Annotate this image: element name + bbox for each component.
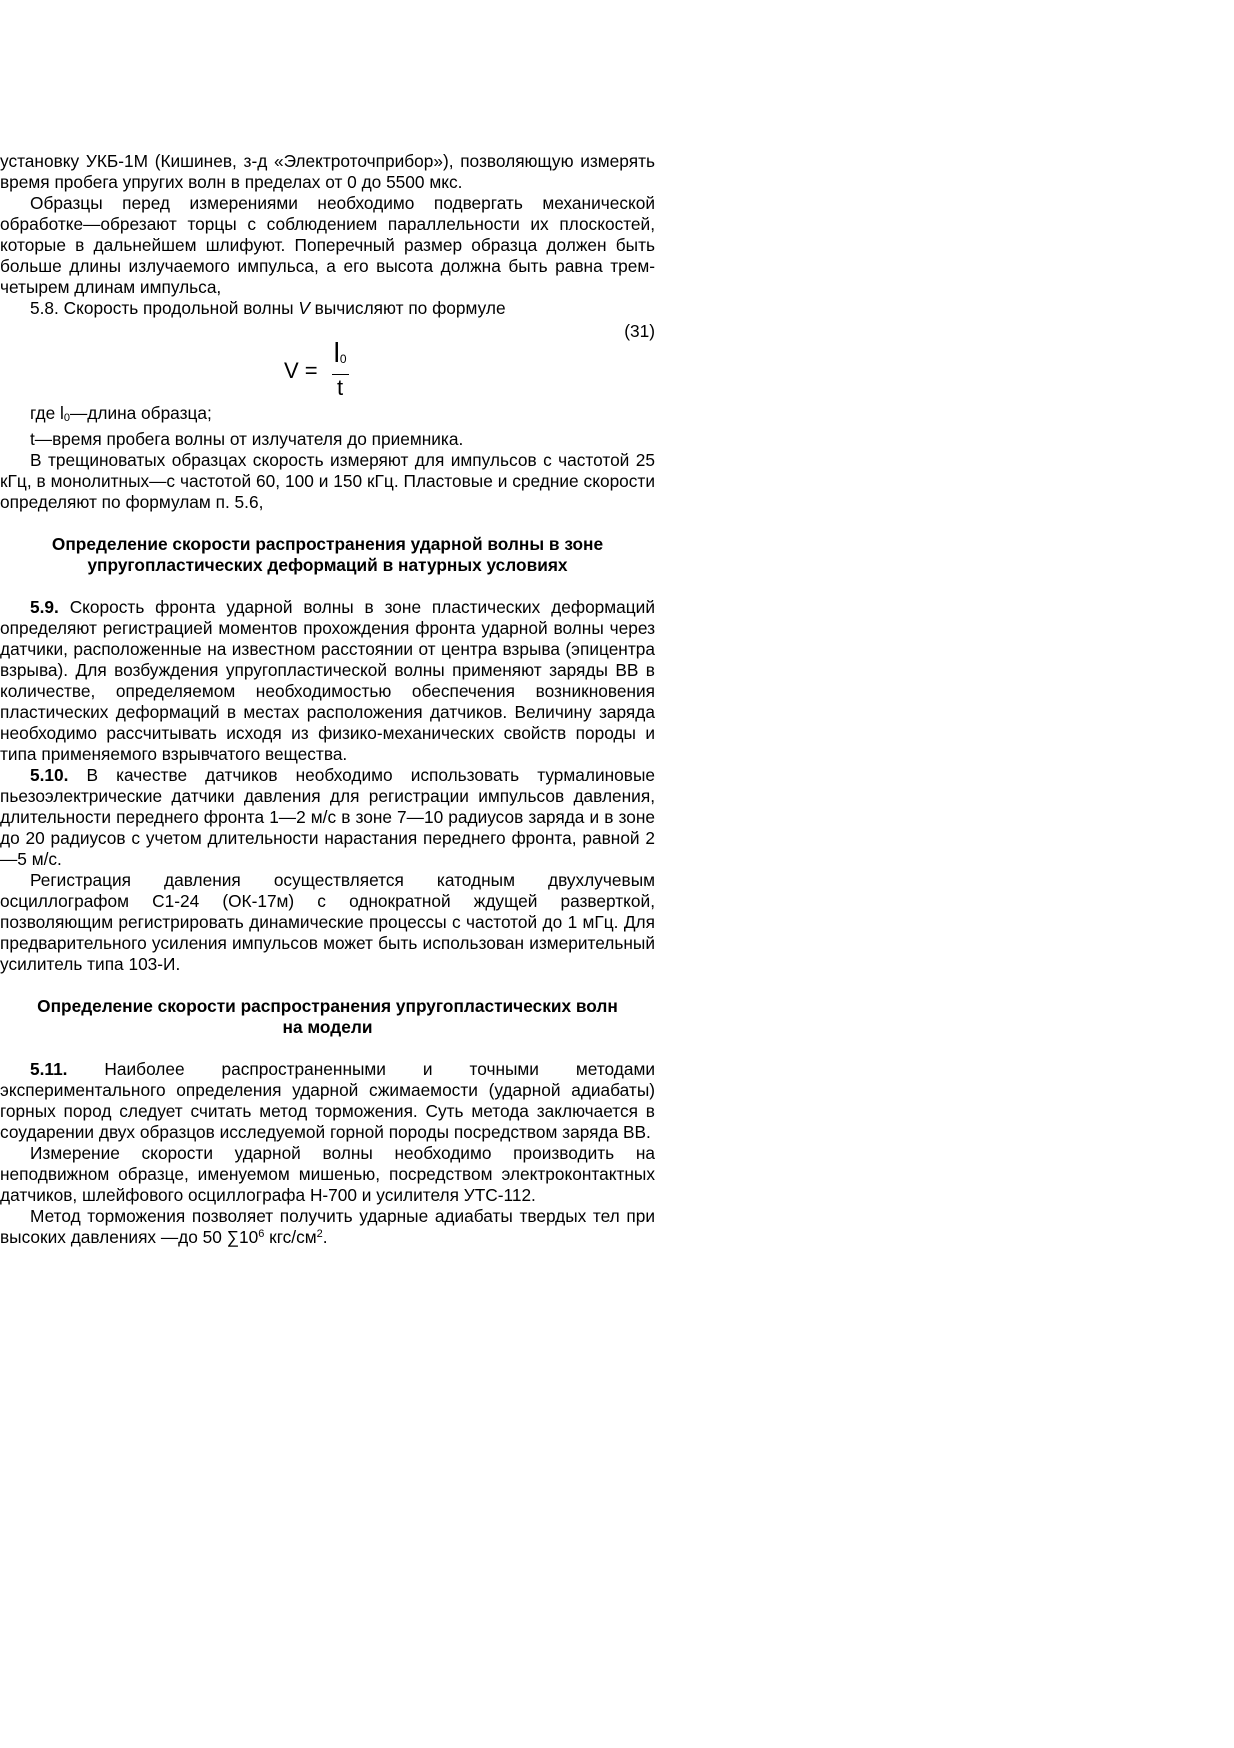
paragraph-5-9	[0, 597, 655, 765]
clause-number-5-9: 5.9.	[30, 597, 59, 617]
paragraph-intro: установку УКБ-1М (Кишинев, з-д «Электроточприбор»), позволяющую измерять время пробега упругих волн в пределах от 0 до 5500 мкс.	[0, 151, 655, 192]
variable-v: V	[298, 298, 310, 318]
exponent-2: 2	[316, 1228, 323, 1240]
paragraph-braking	[0, 1206, 655, 1248]
formula-lhs: V =	[284, 357, 318, 383]
where-t: t—время пробега волны от излучателя до приемника.	[30, 429, 464, 449]
paragraph-5-8-before: 5.8. Скорость продольной волны	[30, 298, 299, 318]
numerator-subscript: 0	[339, 352, 347, 366]
exponent-6: 6	[258, 1228, 265, 1240]
where-l0-subscript: 0	[63, 412, 70, 424]
spacer	[0, 1038, 655, 1059]
paragraph-5-11	[0, 1059, 655, 1143]
document-page	[0, 151, 655, 1248]
paragraph-5-9-text: Скорость фронта ударной волны в зоне пластических деформаций определяют регистрацией моментов прохождения фронта ударной волны через датчики, расположенные на известном расстоянии от центра взрыва (эпицентра взрыва). Для возбуждения упругопластической волны применяют заряды ВВ в количестве, определяемом необходимостью обеспечения возникновения пластических деформаций в местах расположения датчиков. Величину заряда необходимо рассчитывать исходя из физико-механических свойств породы и типа применяемого взрывчатого вещества.	[0, 597, 655, 764]
paragraph-samples: Образцы перед измерениями необходимо подвергать механической обработке—обрезают торцы с соблюдением параллельности их плоскостей, которые в дальнейшем шлифуют. Поперечный размер образца должен быть больше длины излучаемого импульса, а его высота должна быть равна трем-четырем длинам импульса,	[0, 193, 655, 297]
numerator-symbol: l	[333, 337, 340, 368]
where-l0-suffix: —длина образца;	[70, 403, 212, 423]
paragraph-5-8-after: вычисляют по формуле	[309, 298, 506, 318]
paragraph-5-11-text: Наиболее распространенными и точными методами экспериментального определения ударной сжимаемости (ударной адиабаты) горных пород следует считать метод торможения. Суть метода заключается в соударении двух образцов исследуемой горной породы посредством заряда ВВ.	[0, 1059, 655, 1142]
formula-denominator: t	[337, 375, 344, 400]
where-l0	[0, 403, 655, 429]
section-heading-natural-conditions: Определение скорости распространения ударной волны в зоне упругопластических деформаций в натурных условиях	[51, 534, 604, 575]
equation-number: (31)	[624, 321, 655, 341]
paragraph-fractured: В трещиноватых образцах скорость измеряют для импульсов с частотой 25 кГц, в монолитных—с частотой 60, 100 и 150 кГц. Пластовые и средние скорости определяют по формулам п. 5.6,	[0, 450, 655, 512]
paragraph-5-8	[0, 298, 655, 319]
spacer	[0, 513, 655, 534]
clause-number-5-11: 5.11.	[30, 1059, 68, 1079]
spacer	[0, 576, 655, 597]
formula-fraction	[332, 339, 349, 401]
formula-block	[0, 319, 655, 403]
formula-numerator	[332, 339, 349, 375]
paragraph-5-10	[0, 765, 655, 870]
section-heading-model: Определение скорости распространения упругопластических волн на модели	[37, 996, 618, 1037]
unit-text: кгс/см	[264, 1227, 317, 1247]
paragraph-braking-text: Метод торможения позволяет получить ударные адиабаты твердых тел при высоких давлениях —до 50 ∑10	[0, 1206, 655, 1247]
paragraph-end: .	[322, 1227, 328, 1247]
where-l0-prefix: где l	[30, 403, 64, 423]
clause-number-5-10: 5.10.	[30, 765, 69, 785]
paragraph-5-10-text: В качестве датчиков необходимо использовать турмалиновые пьезоэлектрические датчики давления для регистрации импульсов давления, длительности переднего фронта 1—2 м/с в зоне 7—10 радиусов заряда и в зоне до 20 радиусов с учетом длительности нарастания переднего фронта, равной 2—5 м/с.	[0, 765, 655, 869]
paragraph-registration: Регистрация давления осуществляется катодным двухлучевым осциллографом С1-24 (ОК-17м) с однократной ждущей разверткой, позволяющим регистрировать динамические процессы с частотой до 1 мГц. Для предварительного усиления импульсов может быть использован измерительный усилитель типа 103-И.	[0, 870, 655, 974]
spacer	[0, 975, 655, 996]
formula	[284, 339, 349, 401]
paragraph-measurement: Измерение скорости ударной волны необходимо производить на неподвижном образце, именуемом мишенью, посредством электроконтактных датчиков, шлейфового осциллографа Н-700 и усилителя УТС-112.	[0, 1143, 655, 1205]
